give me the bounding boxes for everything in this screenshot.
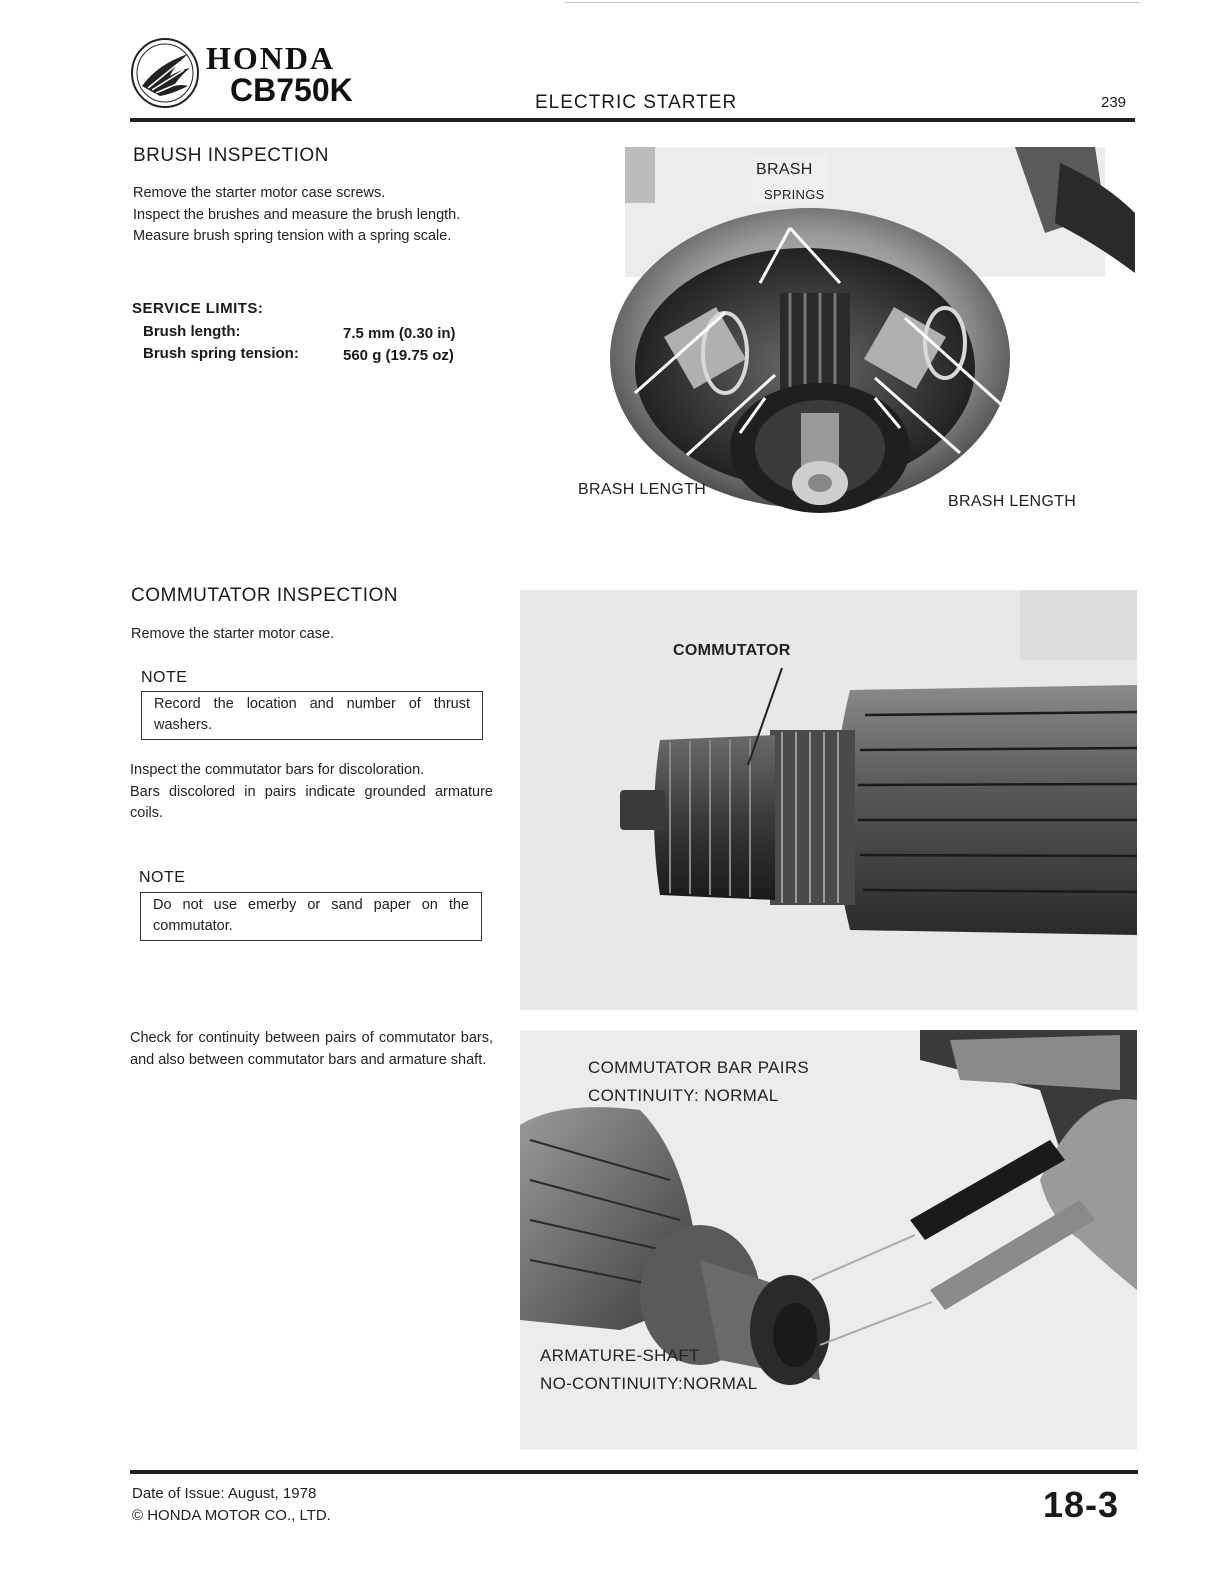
note-box-thrust-washers: Record the location and number of thrust washers. bbox=[141, 691, 483, 740]
brush-inspection-heading: BRUSH INSPECTION bbox=[133, 145, 329, 166]
continuity-instructions: Check for continuity between pairs of commutator bars, and also between commutator bars and armature shaft. bbox=[130, 1030, 493, 1068]
brush-step-1: Remove the starter motor case screws. bbox=[133, 185, 386, 201]
commutator-instructions bbox=[130, 760, 493, 825]
limit-label-brush-length: Brush length: bbox=[143, 323, 241, 340]
service-limits-title: SERVICE LIMITS: bbox=[132, 300, 264, 317]
commutator-step-2: Bars discolored in pairs indicate grounded armature coils. bbox=[130, 783, 493, 821]
bar-pairs-label: COMMUTATOR BAR PAIRS bbox=[588, 1058, 810, 1077]
brand-name: HONDA bbox=[206, 40, 336, 76]
page-code: 18-3 bbox=[1043, 1484, 1120, 1525]
commutator-photo bbox=[520, 590, 1137, 1010]
top-edge-rule bbox=[565, 2, 1140, 3]
brush-springs-label-line2: SPRINGS bbox=[764, 187, 825, 202]
footer-divider bbox=[130, 1470, 1138, 1474]
continuity-test-photo bbox=[520, 1030, 1137, 1450]
brush-photo bbox=[575, 143, 1135, 528]
page-number: 239 bbox=[1101, 94, 1127, 111]
commutator-inspection-heading: COMMUTATOR INSPECTION bbox=[131, 585, 398, 606]
note-box-sandpaper: Do not use emerby or sand paper on the commutator. bbox=[140, 892, 482, 941]
no-continuity-normal-label: NO-CONTINUITY:NORMAL bbox=[540, 1374, 758, 1393]
note-label-2: NOTE bbox=[139, 869, 186, 886]
brush-length-label-right: BRASH LENGTH bbox=[948, 493, 1077, 510]
brush-length-label-left: BRASH LENGTH bbox=[578, 481, 707, 498]
armature-shaft-label: ARMATURE-SHAFT bbox=[540, 1346, 700, 1365]
continuity-normal-label: CONTINUITY: NORMAL bbox=[588, 1086, 779, 1105]
issue-date: Date of Issue: August, 1978 bbox=[132, 1485, 317, 1502]
brush-step-2: Inspect the brushes and measure the brush length. bbox=[133, 206, 461, 223]
brush-springs-label-line1: BRASH bbox=[756, 161, 813, 178]
copyright: © HONDA MOTOR CO., LTD. bbox=[132, 1507, 331, 1524]
section-title: ELECTRIC STARTER bbox=[535, 92, 738, 113]
commutator-step-1: Inspect the commutator bars for discoloration. bbox=[130, 762, 425, 778]
model-name: CB750K bbox=[230, 72, 353, 108]
brush-step-3: Measure brush spring tension with a spring scale. bbox=[133, 228, 452, 244]
commutator-label: COMMUTATOR bbox=[673, 642, 791, 659]
limit-value-spring-tension: 560 g (19.75 oz) bbox=[343, 347, 454, 364]
limit-label-spring-tension: Brush spring tension: bbox=[143, 345, 299, 362]
commutator-intro: Remove the starter motor case. bbox=[131, 626, 335, 642]
note-label-1: NOTE bbox=[141, 669, 188, 686]
header-divider bbox=[130, 118, 1135, 122]
brush-instructions bbox=[133, 183, 496, 248]
limit-value-brush-length: 7.5 mm (0.30 in) bbox=[343, 325, 456, 342]
honda-wing-logo-icon bbox=[130, 36, 200, 108]
